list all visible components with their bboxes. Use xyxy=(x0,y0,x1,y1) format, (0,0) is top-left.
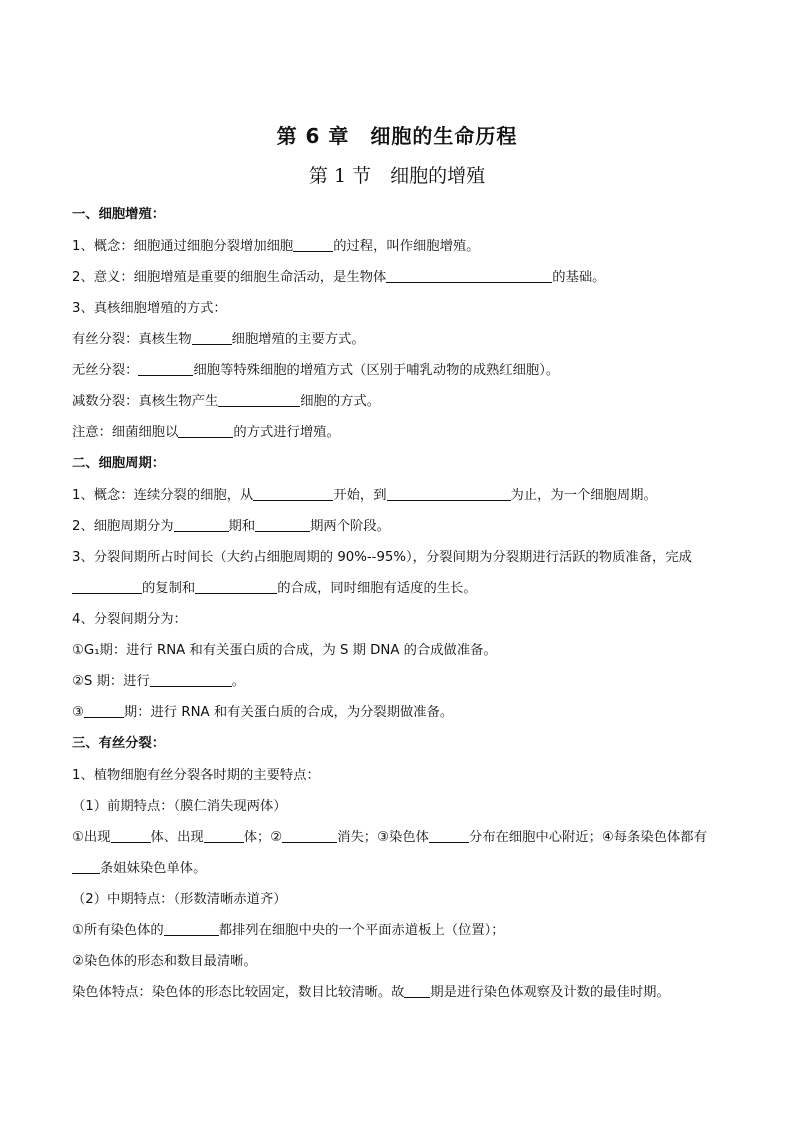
blank[interactable] xyxy=(150,672,232,687)
heading-cell-cycle: 二、细胞周期： xyxy=(72,456,166,471)
blank[interactable] xyxy=(218,392,300,407)
line-note: 注意：细菌细胞以 的方式进行增殖。 xyxy=(72,425,340,440)
blank[interactable] xyxy=(138,361,193,376)
line-significance: 2、意义：细胞增殖是重要的细胞生命活动，是生物体 的基础。 xyxy=(72,270,606,285)
blank[interactable] xyxy=(429,828,469,843)
blank[interactable] xyxy=(282,828,337,843)
line-g2: ③ 期：进行 RNA 和有关蛋白质的合成，为分裂期做准备。 xyxy=(72,705,454,720)
line-methods: 3、真核细胞增殖的方式： xyxy=(72,301,227,316)
line-prophase-cont: 条姐妹染色单体。 xyxy=(72,859,752,879)
line-metaphase-2: ②染色体的形态和数目最清晰。 xyxy=(72,954,257,969)
line-interphase-split: 4、分裂间期分为： xyxy=(72,612,187,627)
blank[interactable] xyxy=(293,237,333,252)
line-concept: 1、概念：细胞通过细胞分裂增加细胞 的过程，叫作细胞增殖。 xyxy=(72,239,480,254)
heading-mitosis: 三、有丝分裂： xyxy=(72,736,166,751)
line-mitosis: 有丝分裂：真核生物 细胞增殖的主要方式。 xyxy=(72,332,365,347)
section-title: 第 1 节 细胞的增殖 xyxy=(308,165,486,187)
line-interphase: 3、分裂间期所占时间长（大约占细胞周期的 90%--95%），分裂间期为分裂期进行活跃的物质准备，完成 xyxy=(72,550,692,565)
blank[interactable] xyxy=(253,486,333,501)
blank[interactable] xyxy=(178,423,233,438)
line-chromosome-features: 染色体特点：染色体的形态比较固定，数目比较清晰。故 期是进行染色体观察及计数的最佳时期。 xyxy=(72,985,670,1000)
line-prophase: （1）前期特点：（膜仁消失现两体） xyxy=(72,799,287,814)
line-cycle-concept: 1、概念：连续分裂的细胞，从 开始，到 为止，为一个细胞周期。 xyxy=(72,488,657,503)
blank[interactable] xyxy=(164,921,219,936)
blank[interactable] xyxy=(111,828,151,843)
line-meiosis: 减数分裂：真核生物产生 细胞的方式。 xyxy=(72,394,381,409)
blank[interactable] xyxy=(204,828,244,843)
blank[interactable] xyxy=(195,579,277,594)
blank[interactable] xyxy=(192,330,232,345)
blank[interactable] xyxy=(387,486,511,501)
line-metaphase-1: ①所有染色体的 都排列在细胞中央的一个平面赤道板上（位置）； xyxy=(72,923,505,938)
chapter-title: 第 6 章 细胞的生命历程 xyxy=(276,124,518,148)
blank[interactable] xyxy=(174,517,229,532)
line-s-phase: ②S 期：进行 。 xyxy=(72,674,246,689)
blank[interactable] xyxy=(404,983,430,998)
line-metaphase: （2）中期特点：（形数清晰赤道齐） xyxy=(72,892,287,907)
heading-cell-proliferation: 一、细胞增殖： xyxy=(72,207,166,222)
line-g1: ①G₁期：进行 RNA 和有关蛋白质的合成，为 S 期 DNA 的合成做准备。 xyxy=(72,643,497,658)
blank[interactable] xyxy=(72,579,142,594)
blank[interactable] xyxy=(72,859,100,874)
line-plant-mitosis: 1、植物细胞有丝分裂各时期的主要特点： xyxy=(72,768,320,783)
line-prophase-details: ①出现 体、出现 体；② 消失；③染色体 分布在细胞中心附近；④每条染色体都有 xyxy=(72,830,707,845)
line-interphase-cont: 的复制和 的合成，同时细胞有适度的生长。 xyxy=(72,579,752,599)
blank[interactable] xyxy=(386,268,552,283)
blank[interactable] xyxy=(255,517,310,532)
blank[interactable] xyxy=(84,703,124,718)
line-amitosis: 无丝分裂： 细胞等特殊细胞的增殖方式（区别于哺乳动物的成熟红细胞）。 xyxy=(72,363,560,378)
line-cycle-stages: 2、细胞周期分为 期和 期两个阶段。 xyxy=(72,519,390,534)
